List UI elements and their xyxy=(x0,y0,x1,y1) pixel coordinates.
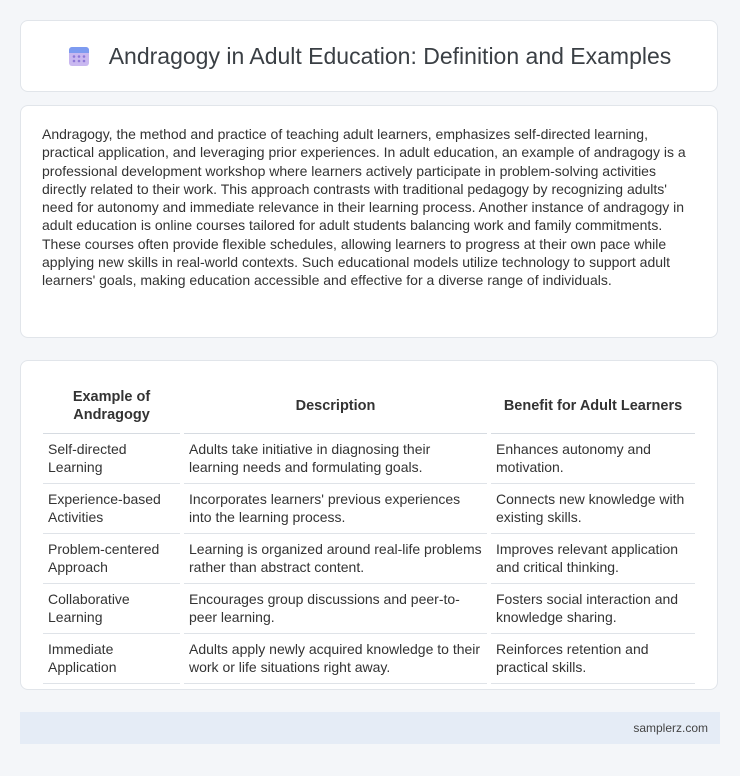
calendar-icon xyxy=(67,44,91,68)
cell-description: Incorporates learners' previous experiences into the learning process. xyxy=(184,484,487,534)
cell-example: Experience-based Activities xyxy=(43,484,180,534)
cell-benefit: Fosters social interaction and knowledge sharing. xyxy=(491,584,695,634)
table-row xyxy=(43,534,695,584)
table-row xyxy=(43,634,695,684)
table-row xyxy=(43,434,695,484)
examples-table xyxy=(39,381,699,684)
cell-example: Self-directed Learning xyxy=(43,434,180,484)
cell-example: Collaborative Learning xyxy=(43,584,180,634)
table-row xyxy=(43,584,695,634)
page-title: Andragogy in Adult Education: Definition and Examples xyxy=(108,42,672,69)
table-header-row xyxy=(43,381,695,434)
column-header-example: Example of Andragogy xyxy=(43,381,180,434)
cell-benefit: Reinforces retention and practical skills. xyxy=(491,634,695,684)
cell-description: Encourages group discussions and peer-to-peer learning. xyxy=(184,584,487,634)
footer-site-link[interactable]: samplerz.com xyxy=(633,721,708,735)
table-row xyxy=(43,484,695,534)
cell-benefit: Improves relevant application and critical thinking. xyxy=(491,534,695,584)
column-header-description: Description xyxy=(184,381,487,434)
cell-description: Adults apply newly acquired knowledge to their work or life situations right away. xyxy=(184,634,487,684)
cell-benefit: Enhances autonomy and motivation. xyxy=(491,434,695,484)
cell-example: Immediate Application xyxy=(43,634,180,684)
intro-card xyxy=(20,105,718,338)
cell-description: Adults take initiative in diagnosing their learning needs and formulating goals. xyxy=(184,434,487,484)
table-card xyxy=(20,360,718,690)
column-header-benefit: Benefit for Adult Learners xyxy=(491,381,695,434)
cell-description: Learning is organized around real-life problems rather than abstract content. xyxy=(184,534,487,584)
title-card xyxy=(20,20,718,92)
intro-text: Andragogy, the method and practice of teaching adult learners, emphasizes self-directed learning, practical application, and leveraging prior experiences. In adult education, an example of andragogy is a professional development workshop where learners actively participate in problem-solving activities directly related to their work. This approach contrasts with traditional pedagogy by recognizing adults' need for autonomy and immediate relevance in their learning process. Another instance of andragogy in adult education is online courses tailored for adult students balancing work and family commitments. These courses often provide flexible schedules, allowing learners to progress at their own pace while applying new skills in real-world contexts. Such educational models utilize technology to support adult learners' goals, making education accessible and effective for a diverse range of individuals. xyxy=(42,126,686,289)
footer xyxy=(20,712,720,744)
cell-example: Problem-centered Approach xyxy=(43,534,180,584)
cell-benefit: Connects new knowledge with existing skills. xyxy=(491,484,695,534)
